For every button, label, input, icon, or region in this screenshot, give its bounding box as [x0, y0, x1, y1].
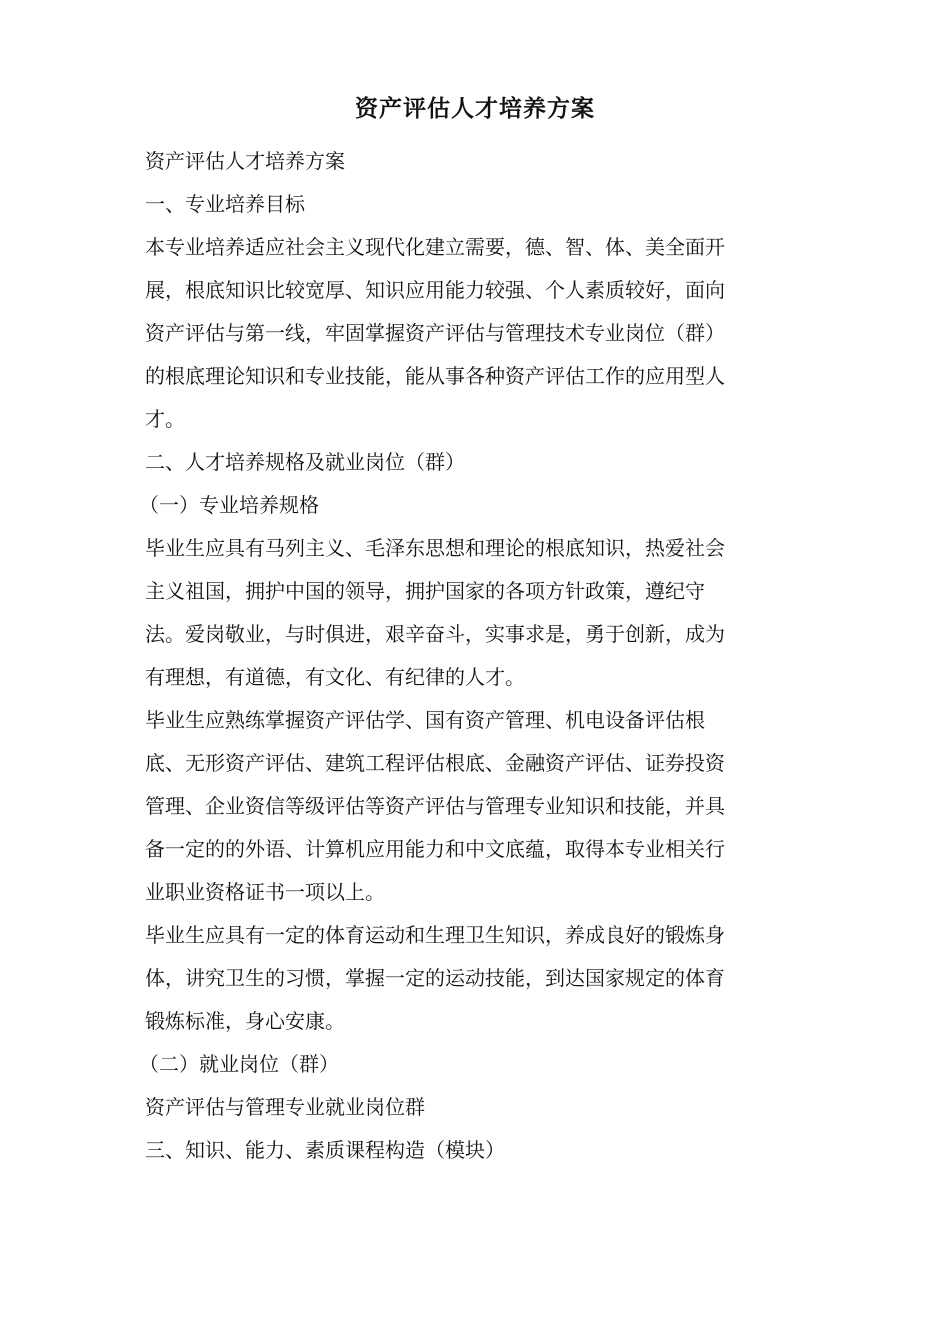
- paragraph-line: 有理想，有道德，有文化、有纪律的人才。: [145, 665, 525, 689]
- paragraph-line: 的根底理论知识和专业技能，能从事各种资产评估工作的应用型人: [145, 364, 725, 388]
- paragraph-line: 法。爱岗敬业，与时俱进，艰辛奋斗，实事求是，勇于创新，成为: [145, 622, 725, 646]
- paragraph-line: 毕业生应熟练掌握资产评估学、国有资产管理、机电设备评估根: [145, 708, 705, 732]
- section-heading-2: 二、人才培养规格及就业岗位（群）: [145, 450, 465, 474]
- paragraph-line: 锻炼标准，身心安康。: [145, 1009, 345, 1033]
- paragraph-line: 体，讲究卫生的习惯，掌握一定的运动技能，到达国家规定的体育: [145, 966, 725, 990]
- paragraph-line: 底、无形资产评估、建筑工程评估根底、金融资产评估、证券投资: [145, 751, 725, 775]
- section-heading-1: 一、专业培养目标: [145, 192, 305, 216]
- paragraph-line: 毕业生应具有马列主义、毛泽东思想和理论的根底知识，热爱社会: [145, 536, 725, 560]
- document-title: 资产评估人才培养方案: [355, 95, 595, 122]
- paragraph-line: 毕业生应具有一定的体育运动和生理卫生知识，养成良好的锻炼身: [145, 923, 725, 947]
- paragraph-line: 资产评估与第一线，牢固掌握资产评估与管理技术专业岗位（群）: [145, 321, 725, 345]
- subsection-heading-1: （一）专业培养规格: [139, 493, 319, 517]
- paragraph-line: 业职业资格证书一项以上。: [145, 880, 385, 904]
- paragraph-line: 管理、企业资信等级评估等资产评估与管理专业知识和技能，并具: [145, 794, 725, 818]
- paragraph-line: 资产评估与管理专业就业岗位群: [145, 1095, 425, 1119]
- paragraph-line: 主义祖国，拥护中国的领导，拥护国家的各项方针政策，遵纪守: [145, 579, 705, 603]
- paragraph-line: 本专业培养适应社会主义现代化建立需要，德、智、体、美全面开: [145, 235, 725, 259]
- document-body: [139, 140, 805, 1172]
- paragraph-line: 展，根底知识比较宽厚、知识应用能力较强、个人素质较好，面向: [145, 278, 725, 302]
- paragraph-line: 备一定的的外语、计算机应用能力和中文底蕴，取得本专业相关行: [145, 837, 725, 861]
- subsection-heading-2: （二）就业岗位（群）: [139, 1052, 339, 1076]
- paragraph-line: 才。: [145, 407, 185, 431]
- section-heading-3: 三、知识、能力、素质课程构造（模块）: [145, 1138, 505, 1162]
- subtitle-line: 资产评估人才培养方案: [145, 149, 345, 173]
